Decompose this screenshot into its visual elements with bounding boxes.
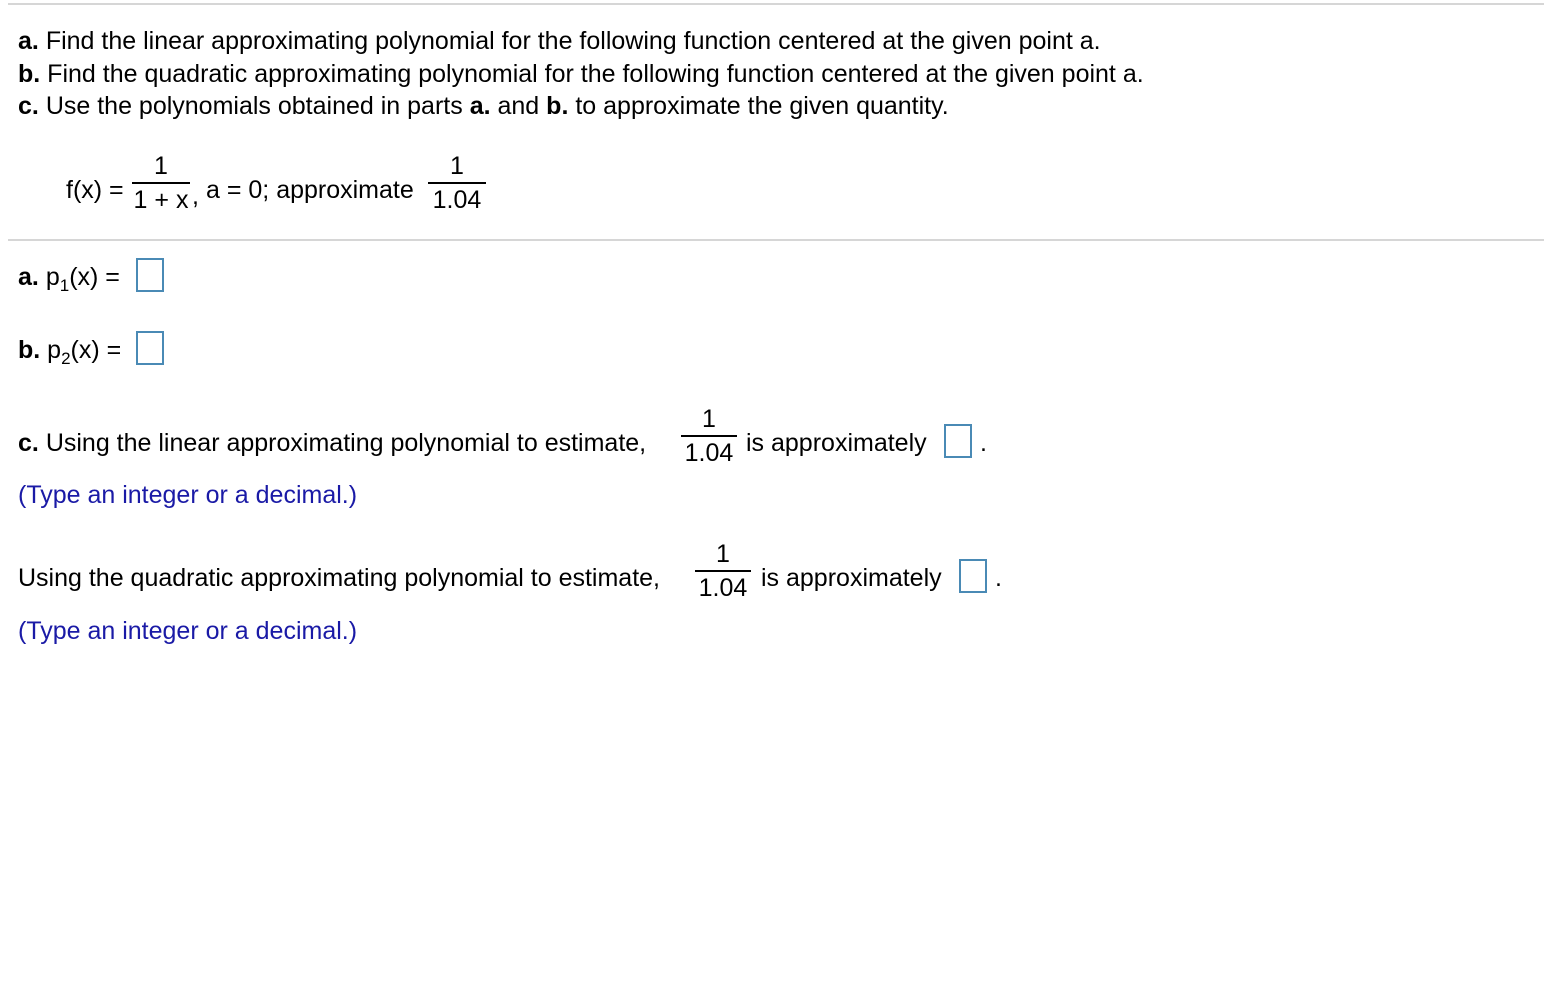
function-comma: , <box>192 182 199 210</box>
quadratic-fraction <box>695 540 751 602</box>
quadratic-estimate-row <box>18 564 660 593</box>
linear-fraction-denominator: 1.04 <box>684 439 734 467</box>
linear-estimate-text: Using the linear approximating polynomial to estimate, <box>45 429 647 457</box>
instruction-c-text-2: and <box>497 92 540 120</box>
quadratic-estimate-input[interactable] <box>959 559 987 593</box>
answer-p2-sub: 2 <box>61 349 71 368</box>
linear-fraction-numerator: 1 <box>702 405 716 433</box>
linear-hint: (Type an integer or a decimal.) <box>18 481 358 509</box>
answer-p2-row <box>18 336 121 369</box>
quadratic-is-approx: is approximately <box>761 564 942 592</box>
section-divider <box>8 239 1544 241</box>
condition-text: a = 0; approximate <box>206 176 414 204</box>
linear-estimate-input[interactable] <box>944 424 972 458</box>
linear-estimate-prefix: c. <box>18 429 39 457</box>
quadratic-fraction-denominator: 1.04 <box>698 574 748 602</box>
linear-fraction-bar <box>681 435 737 437</box>
target-denominator: 1.04 <box>432 186 482 214</box>
instruction-c-ref-a: a. <box>469 92 491 120</box>
answer-p2-prefix: b. <box>18 336 41 364</box>
answer-p2-rest: (x) = <box>70 336 122 364</box>
linear-estimate-row <box>18 429 646 458</box>
function-label: f(x) = <box>66 176 124 204</box>
function-fraction <box>132 152 190 214</box>
instruction-b-text: Find the quadratic approximating polynomial for the following function centered at the given point a. <box>47 60 1144 88</box>
answer-p1-prefix: a. <box>18 263 39 291</box>
answer-p1-sub: 1 <box>59 276 70 295</box>
function-denominator: 1 + x <box>133 186 189 214</box>
linear-period: . <box>980 429 987 457</box>
instruction-c-label: c. <box>18 92 39 120</box>
instruction-a-label: a. <box>18 27 39 55</box>
quadratic-hint: (Type an integer or a decimal.) <box>18 617 358 645</box>
quadratic-period: . <box>995 564 1002 592</box>
target-fraction-bar <box>428 182 486 184</box>
instruction-c-text-1: Use the polynomials obtained in parts <box>45 92 463 120</box>
answer-p1-label: p <box>45 263 60 291</box>
instruction-b-label: b. <box>18 60 41 88</box>
answer-p1-row <box>18 263 120 296</box>
instruction-a <box>18 27 1101 56</box>
answer-p1-input[interactable] <box>136 258 164 292</box>
target-fraction <box>428 152 486 214</box>
top-divider <box>8 3 1544 5</box>
instruction-a-text: Find the linear approximating polynomial for the following function centered at the given point a. <box>45 27 1101 55</box>
function-numerator: 1 <box>154 152 168 180</box>
instruction-c-text-3: to approximate the given quantity. <box>575 92 949 120</box>
linear-is-approx: is approximately <box>746 429 927 457</box>
quadratic-fraction-bar <box>695 570 751 572</box>
instruction-b <box>18 60 1144 89</box>
function-fraction-bar <box>132 182 190 184</box>
answer-p1-rest: (x) = <box>69 263 120 291</box>
target-numerator: 1 <box>450 152 464 180</box>
quadratic-fraction-numerator: 1 <box>716 540 730 568</box>
quadratic-estimate-text: Using the quadratic approximating polynomial to estimate, <box>18 564 661 592</box>
answer-p2-input[interactable] <box>136 331 164 365</box>
instruction-c <box>18 92 949 121</box>
instruction-c-ref-b: b. <box>546 92 569 120</box>
linear-fraction <box>681 405 737 467</box>
answer-p2-label: p <box>47 336 62 364</box>
